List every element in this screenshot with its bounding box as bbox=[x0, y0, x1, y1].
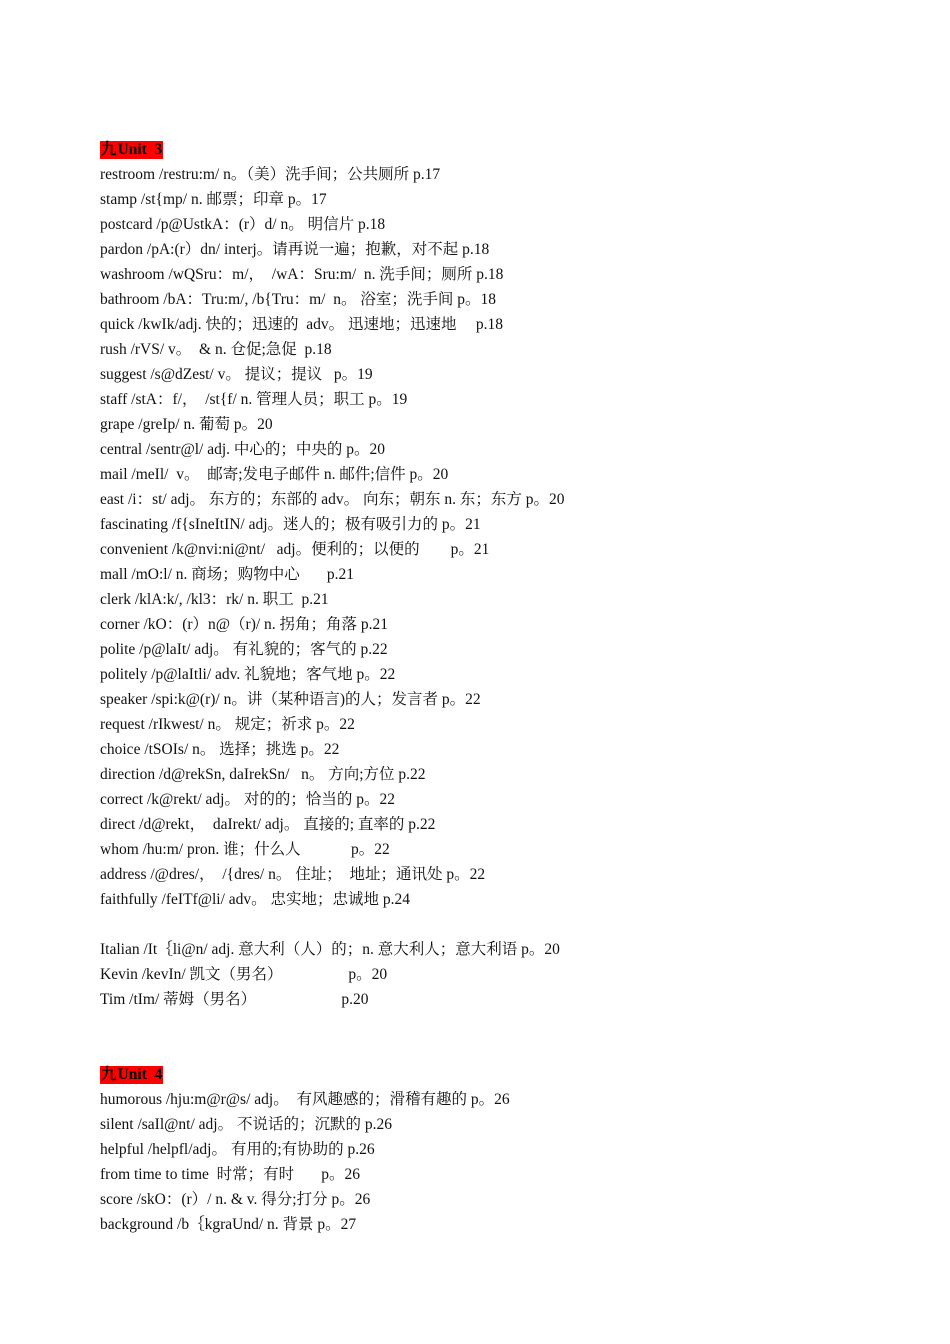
vocab-entry: whom /hu:m/ pron. 谁；什么人 p。22 bbox=[100, 841, 390, 858]
vocab-entry: suggest /s@dZest/ v。 提议；提议 p。19 bbox=[100, 366, 373, 383]
vocab-entry: background /b｛kgraUnd/ n. 背景 p。27 bbox=[100, 1216, 357, 1233]
vocab-entry: east /i：st/ adj。 东方的；东部的 adv。 向东；朝东 n. 东；东方 p。20 bbox=[100, 491, 565, 508]
unit-4-heading bbox=[100, 1062, 900, 1087]
vocab-entry: humorous /hju:m@r@s/ adj。 有风趣感的；滑稽有趣的 p。26 bbox=[100, 1091, 510, 1108]
vocab-entry: correct /k@rekt/ adj。 对的的；恰当的 p。22 bbox=[100, 791, 395, 808]
unit-3-heading-label bbox=[100, 141, 163, 159]
unit-4-prefix: 九 bbox=[101, 1066, 117, 1083]
vocab-entry: convenient /k@nvi:ni@nt/ adj。便利的；以便的 p。21 bbox=[100, 541, 490, 558]
vocab-entry: stamp /st{mp/ n. 邮票；印章 p。17 bbox=[100, 191, 327, 208]
vocab-entry: helpful /helpfl/adj。 有用的;有协助的 p.26 bbox=[100, 1141, 375, 1158]
unit-3-prefix: 九 bbox=[101, 141, 117, 158]
vocab-entry: rush /rVS/ v。 & n. 仓促;急促 p.18 bbox=[100, 341, 332, 358]
unit-4-heading-label bbox=[100, 1066, 163, 1084]
vocab-entry: direct /d@rekt， daIrekt/ adj。 直接的; 直率的 p.22 bbox=[100, 816, 436, 833]
vocab-entry: corner /kO：(r）n@（r)/ n. 拐角；角落 p.21 bbox=[100, 616, 389, 633]
vocab-entry: central /sentr@l/ adj. 中心的；中央的 p。20 bbox=[100, 441, 386, 458]
vocab-entry: choice /tSOIs/ n。 选择；挑选 p。22 bbox=[100, 741, 340, 758]
vocab-entry: washroom /wQSru：m/， /wA：Sru:m/ n. 洗手间；厕所 p.18 bbox=[100, 266, 504, 283]
name-entry: Italian /It｛li@n/ adj. 意大利（人）的；n. 意大利人；意大利语 p。20 bbox=[100, 941, 560, 958]
vocab-entry: pardon /pA:(r）dn/ interj。请再说一遍；抱歉，对不起 p.18 bbox=[100, 241, 490, 258]
unit-3-heading bbox=[100, 137, 900, 162]
vocab-entry: address /@dres/， /{dres/ n。 住址； 地址；通讯处 p。22 bbox=[100, 866, 486, 883]
vocab-entry: fascinating /f{sIneItIN/ adj。迷人的；极有吸引力的 p。21 bbox=[100, 516, 481, 533]
vocab-entry: direction /d@rekSn, daIrekSn/ n。 方向;方位 p.22 bbox=[100, 766, 426, 783]
vocab-entry: postcard /p@UstkA：(r）d/ n。 明信片 p.18 bbox=[100, 216, 386, 233]
vocab-entry: speaker /spi:k@(r)/ n。讲（某种语言)的人；发言者 p。22 bbox=[100, 691, 481, 708]
vocab-entry: from time to time 时常；有时 p。26 bbox=[100, 1166, 361, 1183]
vocab-entry: score /skO：(r）/ n. & v. 得分;打分 p。26 bbox=[100, 1191, 371, 1208]
vocab-entry: restroom /restru:m/ n。（美）洗手间；公共厕所 p.17 bbox=[100, 166, 441, 183]
vocab-entry: mall /mO:l/ n. 商场；购物中心 p.21 bbox=[100, 566, 355, 583]
vocab-entry: mail /meIl/ v。 邮寄;发电子邮件 n. 邮件;信件 p。20 bbox=[100, 466, 449, 483]
vocab-entry: polite /p@laIt/ adj。 有礼貌的；客气的 p.22 bbox=[100, 641, 388, 658]
vocab-entry: politely /p@laItli/ adv. 礼貌地；客气地 p。22 bbox=[100, 666, 396, 683]
vocab-entry: silent /saIl@nt/ adj。 不说话的；沉默的 p.26 bbox=[100, 1116, 392, 1133]
vocab-entry: staff /stA：f/， /st{f/ n. 管理人员；职工 p。19 bbox=[100, 391, 408, 408]
name-entry: Kevin /kevIn/ 凯文（男名） p。20 bbox=[100, 966, 388, 983]
spacer bbox=[100, 1012, 900, 1062]
unit-3-label: Unit 3 bbox=[117, 141, 163, 158]
vocab-entry: faithfully /feITf@li/ adv。 忠实地；忠诚地 p.24 bbox=[100, 891, 411, 908]
vocab-entry: clerk /klA:k/, /kl3：rk/ n. 职工 p.21 bbox=[100, 591, 329, 608]
name-entry: Tim /tIm/ 蒂姆（男名） p.20 bbox=[100, 991, 369, 1008]
vocab-entry: quick /kwIk/adj. 快的；迅速的 adv。 迅速地；迅速地 p.18 bbox=[100, 316, 503, 333]
vocab-entry: grape /greIp/ n. 葡萄 p。20 bbox=[100, 416, 273, 433]
vocab-entry: bathroom /bA：Tru:m/, /b{Tru：m/ n。 浴室；洗手间 p。18 bbox=[100, 291, 496, 308]
vocab-entry: request /rIkwest/ n。 规定；祈求 p。22 bbox=[100, 716, 355, 733]
vocabulary-list bbox=[100, 137, 900, 1237]
spacer bbox=[100, 912, 900, 937]
unit-4-label: Unit 4 bbox=[117, 1066, 163, 1083]
